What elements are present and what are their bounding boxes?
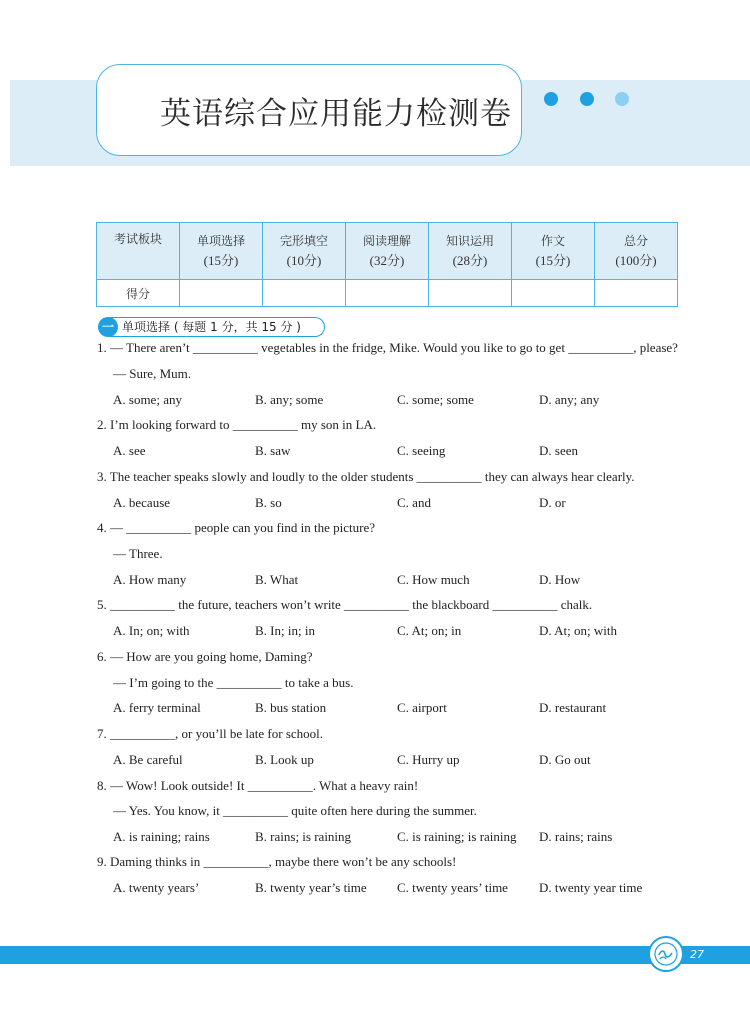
option-b: B. twenty year’s time <box>255 880 367 895</box>
option-b: B. In; in; in <box>255 623 315 638</box>
score-table-header-cell: 知识运用 (28分) <box>429 223 512 280</box>
question-6-options <box>113 699 673 717</box>
page-number: 27 <box>690 948 704 961</box>
option-d: D. or <box>539 495 566 510</box>
question-2-stem: 2. I’m looking forward to __________ my son in LA. <box>97 417 377 432</box>
option-d: D. seen <box>539 443 578 458</box>
option-b: B. saw <box>255 443 291 458</box>
score-table-header-cell: 单项选择 (15分) <box>180 223 263 280</box>
question-8-reply: — Yes. You know, it __________ quite often here during the summer. <box>113 803 477 818</box>
score-row <box>97 280 678 307</box>
decor-dot <box>544 92 558 106</box>
score-blank-cell <box>263 280 346 307</box>
option-b: B. Look up <box>255 752 314 767</box>
section-number-badge: 一 <box>98 317 118 337</box>
score-table-header-row <box>97 223 678 280</box>
score-blank-cell <box>595 280 678 307</box>
page-title: 英语综合应用能力检测卷 <box>160 96 512 132</box>
question-3-options <box>113 494 673 512</box>
option-a: A. How many <box>113 572 187 587</box>
option-c: C. some; some <box>397 392 474 407</box>
option-d: D. restaurant <box>539 700 607 715</box>
question-5-stem: 5. __________ the future, teachers won’t write __________ the blackboard __________ chalk. <box>97 597 593 612</box>
option-c: C. seeing <box>397 443 446 458</box>
option-d: D. At; on; with <box>539 623 618 638</box>
option-a: A. because <box>113 495 171 510</box>
score-blank-cell <box>346 280 429 307</box>
option-c: C. twenty years’ time <box>397 880 508 895</box>
option-b: B. any; some <box>255 392 324 407</box>
question-1-reply: — Sure, Mum. <box>113 366 191 381</box>
option-c: C. At; on; in <box>397 623 462 638</box>
option-b: B. rains; is raining <box>255 829 352 844</box>
score-table-header-cell: 完形填空 (10分) <box>263 223 346 280</box>
option-a: A. twenty years’ <box>113 880 200 895</box>
option-c: C. and <box>397 495 431 510</box>
question-1-stem: 1. — There aren’t __________ vegetables in the fridge, Mike. Would you like to go to get __________, please? <box>97 340 678 355</box>
question-5-options <box>113 622 673 640</box>
question-2-options <box>113 442 673 460</box>
option-d: D. Go out <box>539 752 591 767</box>
question-7-options <box>113 751 673 769</box>
score-table-header-cell: 阅读理解 (32分) <box>346 223 429 280</box>
question-6-stem: 6. — How are you going home, Daming? <box>97 649 313 664</box>
option-d: D. twenty year time <box>539 880 643 895</box>
question-9-stem: 9. Daming thinks in __________, maybe there won’t be any schools! <box>97 854 457 869</box>
score-table <box>96 222 678 307</box>
decor-dot <box>580 92 594 106</box>
option-c: C. How much <box>397 572 470 587</box>
decor-dot <box>615 92 629 106</box>
option-a: A. see <box>113 443 146 458</box>
score-blank-cell <box>512 280 595 307</box>
option-d: D. rains; rains <box>539 829 613 844</box>
section-title: 单项选择 ( 每题 1 分，共 15 分 ) <box>110 317 325 337</box>
question-4-reply: — Three. <box>113 546 163 561</box>
score-blank-cell <box>180 280 263 307</box>
option-a: A. In; on; with <box>113 623 190 638</box>
question-8-stem: 8. — Wow! Look outside! It __________. What a heavy rain! <box>97 778 419 793</box>
option-b: B. so <box>255 495 282 510</box>
option-c: C. airport <box>397 700 447 715</box>
option-c: C. is raining; is raining <box>397 829 517 844</box>
option-d: D. any; any <box>539 392 600 407</box>
question-3-stem: 3. The teacher speaks slowly and loudly to the older students __________ they can always hear clearly. <box>97 469 635 484</box>
score-table-header-cell: 考试板块 <box>97 223 180 280</box>
option-a: A. is raining; rains <box>113 829 210 844</box>
score-blank-cell <box>429 280 512 307</box>
question-4-options <box>113 571 673 589</box>
question-8-options <box>113 828 673 846</box>
question-6-reply: — I’m going to the __________ to take a bus. <box>113 675 354 690</box>
question-7-stem: 7. __________, or you’ll be late for school. <box>97 726 324 741</box>
question-9-options <box>113 879 673 897</box>
score-row-label: 得分 <box>97 280 180 307</box>
option-b: B. What <box>255 572 299 587</box>
option-a: A. ferry terminal <box>113 700 201 715</box>
question-4-stem: 4. — __________ people can you find in the picture? <box>97 520 375 535</box>
question-1-options <box>113 391 673 409</box>
score-table-header-cell: 作文 (15分) <box>512 223 595 280</box>
score-table-header-cell: 总分 (100分) <box>595 223 678 280</box>
option-c: C. Hurry up <box>397 752 460 767</box>
option-a: A. some; any <box>113 392 182 407</box>
option-b: B. bus station <box>255 700 327 715</box>
footer-band <box>0 946 750 964</box>
option-a: A. Be careful <box>113 752 183 767</box>
option-d: D. How <box>539 572 581 587</box>
publisher-logo-icon <box>648 936 684 972</box>
